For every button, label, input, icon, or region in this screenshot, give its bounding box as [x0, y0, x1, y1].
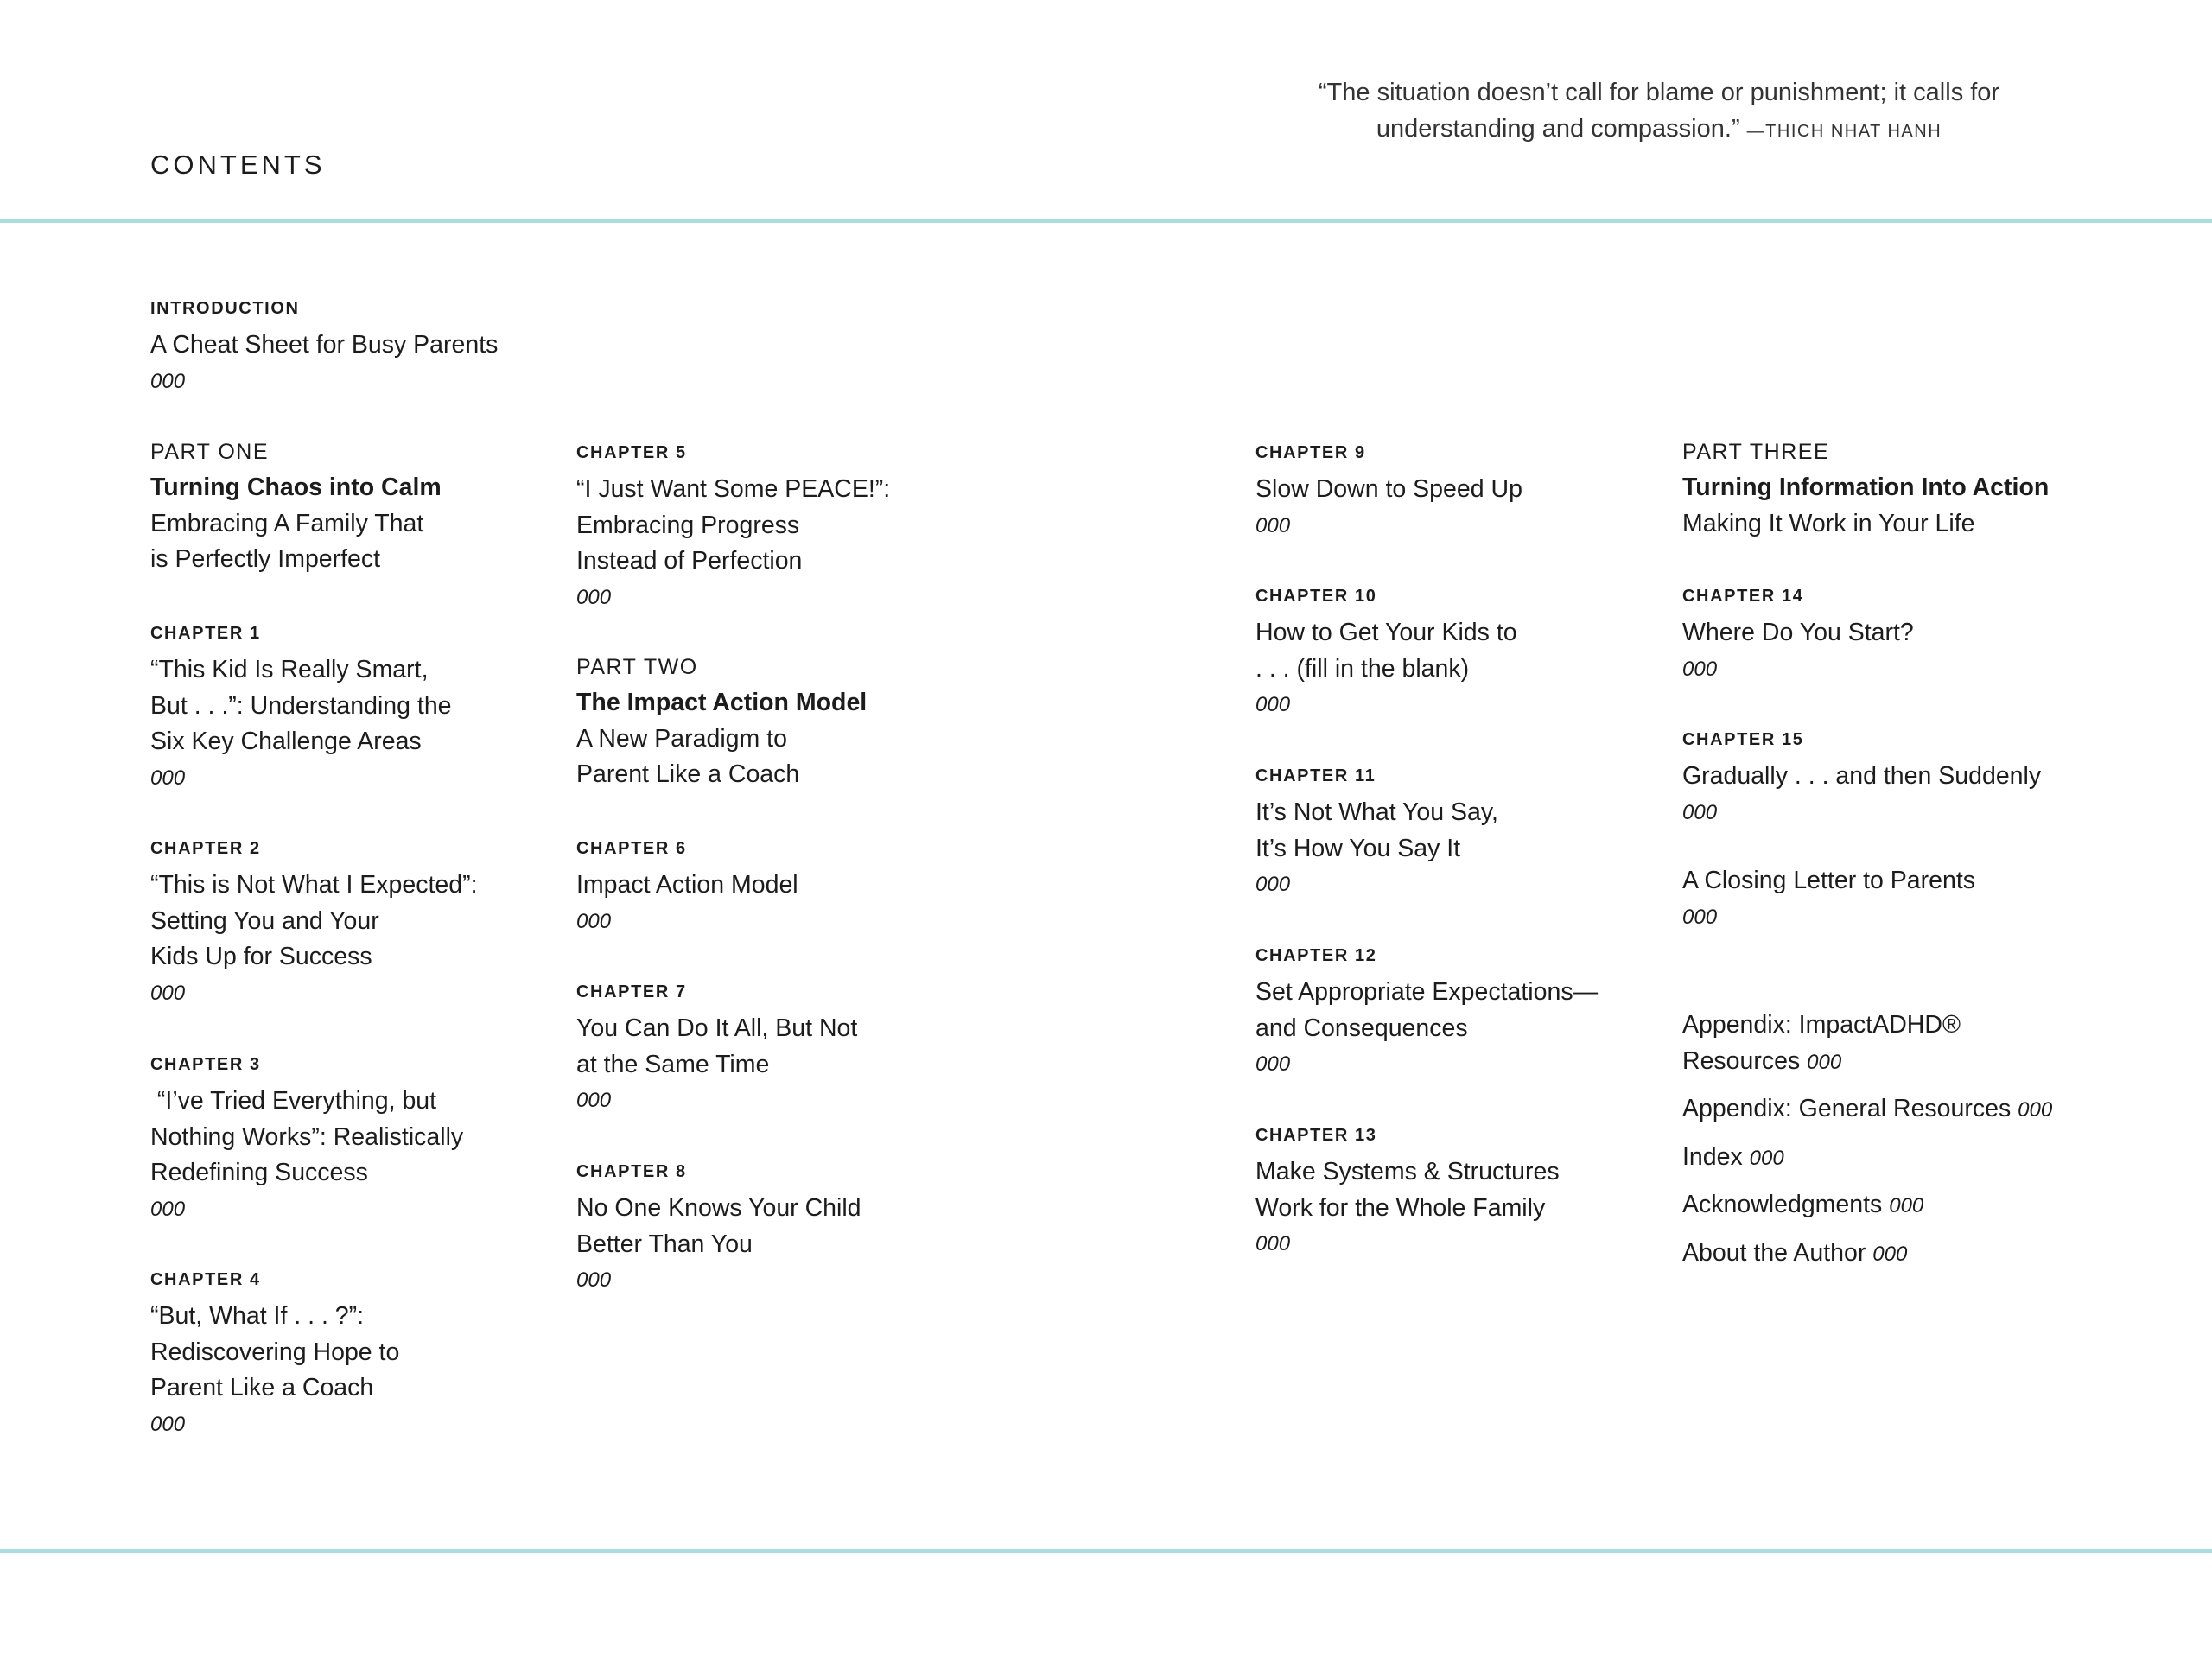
chapter-title-line: Rediscovering Hope to	[150, 1338, 400, 1366]
page-number: 000	[150, 1412, 186, 1436]
chapter-title-line: Slow Down to Speed Up	[1255, 475, 1522, 503]
chapter-title-line: Work for the Whole Family	[1255, 1193, 1546, 1222]
bottom-rule	[0, 1549, 2212, 1553]
chapter-title-line: How to Get Your Kids to	[1255, 619, 1517, 646]
chapter-title-line: Gradually . . . and then Suddenly	[1682, 762, 2042, 790]
toc-appendix-general[interactable]	[1682, 1091, 2097, 1128]
chapter-title-line: Setting You and Your	[150, 906, 379, 935]
toc-part-two[interactable]	[576, 654, 939, 793]
page-number: 000	[576, 1089, 612, 1112]
entry-title: A Cheat Sheet for Busy Parents	[150, 331, 499, 359]
chapter-label: CHAPTER 5	[576, 443, 687, 462]
part-label: PART TWO	[576, 655, 698, 679]
page-number: 000	[576, 1268, 612, 1292]
chapter-label: CHAPTER 10	[1255, 587, 1377, 606]
toc-acknowledgments[interactable]	[1682, 1187, 2097, 1224]
entry-title: Appendix: General Resources	[1682, 1095, 2012, 1122]
chapter-title-line: “I Just Want Some PEACE!”:	[576, 475, 891, 503]
chapter-title-line: Set Appropriate Expectations—	[1255, 978, 1599, 1006]
chapter-title-line: Instead of Perfection	[576, 547, 803, 575]
toc-chapter-3[interactable]	[150, 1054, 513, 1228]
chapter-label: CHAPTER 15	[1682, 730, 1804, 749]
toc-part-one[interactable]	[150, 439, 513, 578]
part-subtitle-line: A New Paradigm to	[576, 724, 787, 753]
chapter-title-line: “This is Not What I Expected”:	[150, 871, 478, 899]
page-number: 000	[1682, 905, 1718, 929]
epigraph-attribution: —THICH NHAT HANH	[1746, 122, 1942, 141]
entry-title: About the Author	[1682, 1238, 1866, 1267]
entry-label: INTRODUCTION	[150, 299, 300, 318]
toc-appendix-impactadhd[interactable]	[1682, 1007, 2097, 1080]
entry-title-line: Appendix: ImpactADHD®	[1682, 1011, 1961, 1039]
toc-chapter-6[interactable]	[576, 838, 939, 940]
page-number: 000	[1889, 1194, 1924, 1217]
chapter-title-line: and Consequences	[1255, 1014, 1468, 1042]
chapter-title-line: It’s How You Say It	[1255, 834, 1461, 862]
page-number: 000	[1255, 513, 1291, 537]
chapter-title-line: Impact Action Model	[576, 871, 798, 899]
page-number: 000	[150, 369, 186, 393]
top-rule	[0, 219, 2212, 223]
toc-part-three[interactable]	[1682, 439, 2097, 542]
chapter-title-line: Redefining Success	[150, 1159, 368, 1186]
chapter-title-line: No One Knows Your Child	[576, 1194, 861, 1222]
toc-chapter-15[interactable]	[1682, 729, 2097, 831]
chapter-title-line: at the Same Time	[576, 1050, 770, 1078]
chapter-title-line: Make Systems & Structures	[1255, 1158, 1560, 1185]
toc-chapter-13[interactable]	[1255, 1125, 1618, 1262]
toc-chapter-5[interactable]	[576, 442, 939, 616]
page-number: 000	[1872, 1242, 1908, 1266]
chapter-title-line: Better Than You	[576, 1230, 753, 1258]
chapter-label: CHAPTER 4	[150, 1270, 261, 1289]
page-number: 000	[1682, 657, 1718, 681]
toc-closing-letter[interactable]	[1682, 863, 2045, 936]
chapter-title-line: Kids Up for Success	[150, 943, 372, 970]
entry-title: A Closing Letter to Parents	[1682, 867, 1976, 894]
toc-chapter-14[interactable]	[1682, 586, 2045, 688]
chapter-title-line: Where Do You Start?	[1682, 619, 1914, 646]
toc-chapter-10[interactable]	[1255, 586, 1618, 723]
chapter-label: CHAPTER 12	[1255, 946, 1377, 965]
page-number: 000	[150, 766, 186, 790]
part-title: Turning Information Into Action	[1682, 474, 2050, 501]
toc-chapter-8[interactable]	[576, 1161, 939, 1299]
page-number: 000	[1255, 1232, 1291, 1255]
part-label: PART THREE	[1682, 440, 1830, 464]
chapter-title-line: Parent Like a Coach	[150, 1374, 374, 1402]
page-number: 000	[1255, 873, 1291, 896]
epigraph-line-2: understanding and compassion.”	[1376, 115, 1740, 143]
toc-introduction[interactable]	[150, 298, 513, 400]
page-number: 000	[576, 585, 612, 609]
page-number: 000	[1682, 800, 1718, 824]
chapter-title-line: Six Key Challenge Areas	[150, 728, 422, 755]
toc-chapter-9[interactable]	[1255, 442, 1618, 544]
toc-chapter-12[interactable]	[1255, 945, 1618, 1083]
chapter-label: CHAPTER 13	[1255, 1126, 1377, 1145]
chapter-label: CHAPTER 7	[576, 982, 687, 1001]
toc-index[interactable]	[1682, 1140, 2097, 1177]
entry-title: Index	[1682, 1142, 1743, 1171]
epigraph	[1296, 74, 2022, 149]
toc-back-matter	[1682, 1007, 2097, 1272]
toc-chapter-2[interactable]	[150, 838, 513, 1012]
chapter-title-line: You Can Do It All, But Not	[576, 1014, 858, 1042]
chapter-title-line: But . . .”: Understanding the	[150, 691, 452, 720]
page-number: 000	[2018, 1098, 2053, 1122]
chapter-label: CHAPTER 1	[150, 624, 261, 643]
entry-title-line: Resources	[1682, 1046, 1801, 1075]
part-subtitle-line: Parent Like a Coach	[576, 760, 800, 788]
chapter-label: CHAPTER 8	[576, 1162, 687, 1181]
page-number: 000	[150, 1197, 186, 1221]
epigraph-line-1: “The situation doesn’t call for blame or punishment; it calls for	[1318, 79, 2000, 106]
part-title: The Impact Action Model	[576, 689, 868, 716]
part-title: Turning Chaos into Calm	[150, 474, 442, 501]
chapter-label: CHAPTER 11	[1255, 766, 1376, 785]
chapter-title-line: “This Kid Is Really Smart,	[150, 656, 429, 683]
chapter-label: CHAPTER 9	[1255, 443, 1366, 462]
chapter-title-line: It’s Not What You Say,	[1255, 798, 1498, 826]
part-subtitle-line: Embracing A Family That	[150, 509, 424, 537]
chapter-label: CHAPTER 3	[150, 1055, 261, 1074]
chapter-title-line: Embracing Progress	[576, 511, 800, 539]
toc-chapter-1[interactable]	[150, 623, 513, 797]
part-label: PART ONE	[150, 440, 270, 464]
chapter-title-line: “I’ve Tried Everything, but	[150, 1087, 437, 1115]
page-number: 000	[576, 909, 612, 933]
page-title: CONTENTS	[150, 149, 326, 180]
part-subtitle-line: Making It Work in Your Life	[1682, 509, 1975, 537]
chapter-label: CHAPTER 6	[576, 839, 687, 858]
page-number: 000	[1255, 1052, 1291, 1076]
chapter-label: CHAPTER 14	[1682, 587, 1804, 606]
chapter-title-line: Nothing Works”: Realistically	[150, 1122, 464, 1151]
toc-about-author[interactable]	[1682, 1236, 2097, 1273]
chapter-title-line: . . . (fill in the blank)	[1255, 654, 1470, 683]
page-number: 000	[1807, 1050, 1842, 1074]
page-number: 000	[1749, 1146, 1784, 1170]
page-number: 000	[150, 981, 186, 1005]
toc-chapter-7[interactable]	[576, 982, 939, 1119]
chapter-label: CHAPTER 2	[150, 839, 261, 858]
chapter-title-line: “But, What If . . . ?”:	[150, 1302, 365, 1330]
entry-title: Acknowledgments	[1682, 1191, 1883, 1218]
toc-chapter-4[interactable]	[150, 1269, 513, 1443]
page-number: 000	[1255, 693, 1291, 716]
part-subtitle-line: is Perfectly Imperfect	[150, 545, 381, 573]
toc-chapter-11[interactable]	[1255, 766, 1618, 903]
